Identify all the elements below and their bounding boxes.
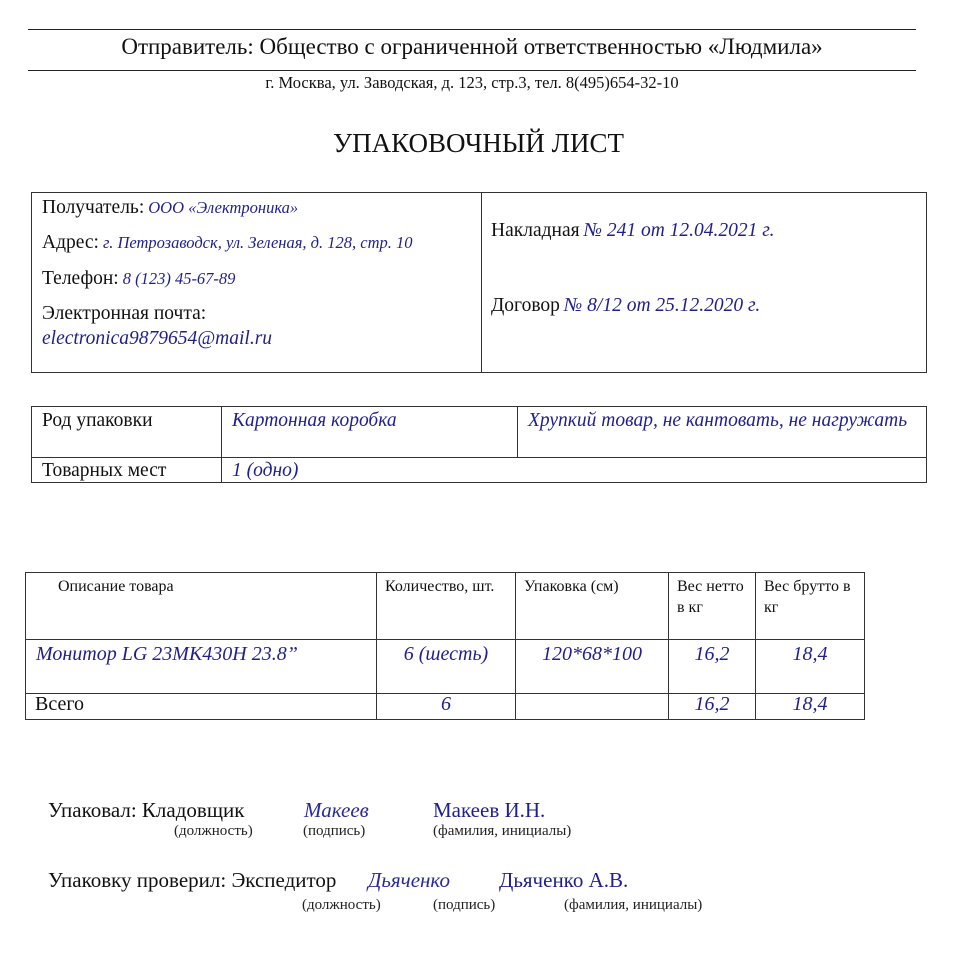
sender-underline [28, 70, 916, 71]
sender-line: Отправитель: Общество с ограниченной ответственностью «Людмила» [121, 34, 823, 59]
goods-table [25, 572, 865, 720]
total-row [26, 694, 865, 720]
packaging-type-value: Картонная коробка [222, 407, 518, 458]
invoice-label: Накладная [491, 220, 580, 241]
total-quantity: 6 [377, 694, 516, 720]
document-title: УПАКОВОЧНЫЙ ЛИСТ [333, 128, 624, 158]
header-quantity: Количество, шт. [377, 573, 516, 640]
row-package: 120*68*100 [516, 640, 669, 694]
table-row [26, 640, 865, 694]
packed-caption-signature: (подпись) [303, 823, 366, 839]
documents-cell [482, 193, 927, 373]
packed-caption-name: (фамилия, инициалы) [433, 823, 572, 839]
header-gross-weight: Вес брутто в кг [756, 573, 865, 640]
invoice-value: № 241 от 12.04.2021 г. [583, 220, 775, 241]
contract-value: № 8/12 от 25.12.2020 г. [563, 295, 761, 316]
row-quantity: 6 (шесть) [377, 640, 516, 694]
total-gross-weight: 18,4 [756, 694, 865, 720]
recipient-label: Получатель: [42, 197, 145, 218]
packaging-type-label: Род упаковки [32, 407, 222, 458]
packed-caption-position: (должность) [174, 823, 253, 839]
phone-label: Телефон [42, 268, 114, 289]
checked-signature: Дьяченко [368, 868, 450, 892]
row-description: Монитор LG 23MK430H 23.8” [26, 640, 377, 694]
email-value: electronica9879654@mail.ru [42, 328, 273, 349]
total-package [516, 694, 669, 720]
row-gross-weight: 18,4 [756, 640, 865, 694]
recipient-table [31, 192, 927, 373]
email-label: Электронная почта: [42, 303, 207, 324]
goods-header-row [26, 573, 865, 640]
places-value: 1 (одно) [222, 458, 927, 483]
recipient-value: ООО «Электроника» [148, 198, 299, 217]
packaging-note: Хрупкий товар, не кантовать, не нагружать [518, 407, 927, 458]
phone-colon: : [113, 268, 119, 289]
packed-signature: Макеев [304, 798, 369, 822]
address-value: г. Петрозаводск, ул. Зеленая, д. 128, стр. 10 [102, 233, 413, 252]
checked-caption-signature: (подпись) [433, 897, 496, 913]
total-net-weight: 16,2 [669, 694, 756, 720]
header-net-weight: Вес нетто в кг [669, 573, 756, 640]
recipient-cell [32, 193, 482, 373]
packaging-table [31, 406, 927, 483]
places-label: Товарных мест [32, 458, 222, 483]
checked-caption-name: (фамилия, инициалы) [564, 897, 703, 913]
header-description: Описание товара [26, 573, 377, 640]
address-label: Адрес: [42, 232, 99, 253]
total-label: Всего [26, 694, 377, 720]
packed-by-label: Упаковал: Кладовщик [48, 798, 245, 822]
phone-value: 8 (123) 45-67-89 [122, 269, 236, 288]
contract-label: Договор [491, 295, 560, 316]
row-net-weight: 16,2 [669, 640, 756, 694]
checked-caption-position: (должность) [302, 897, 381, 913]
header-package: Упаковка (см) [516, 573, 669, 640]
checked-by-label: Упаковку проверил: Экспедитор [48, 868, 337, 892]
packed-name: Макеев И.Н. [433, 798, 546, 822]
checked-name: Дьяченко А.В. [499, 868, 629, 892]
sender-address: г. Москва, ул. Заводская, д. 123, стр.3, тел. 8(495)654-32-10 [265, 73, 679, 92]
top-rule [28, 29, 916, 30]
